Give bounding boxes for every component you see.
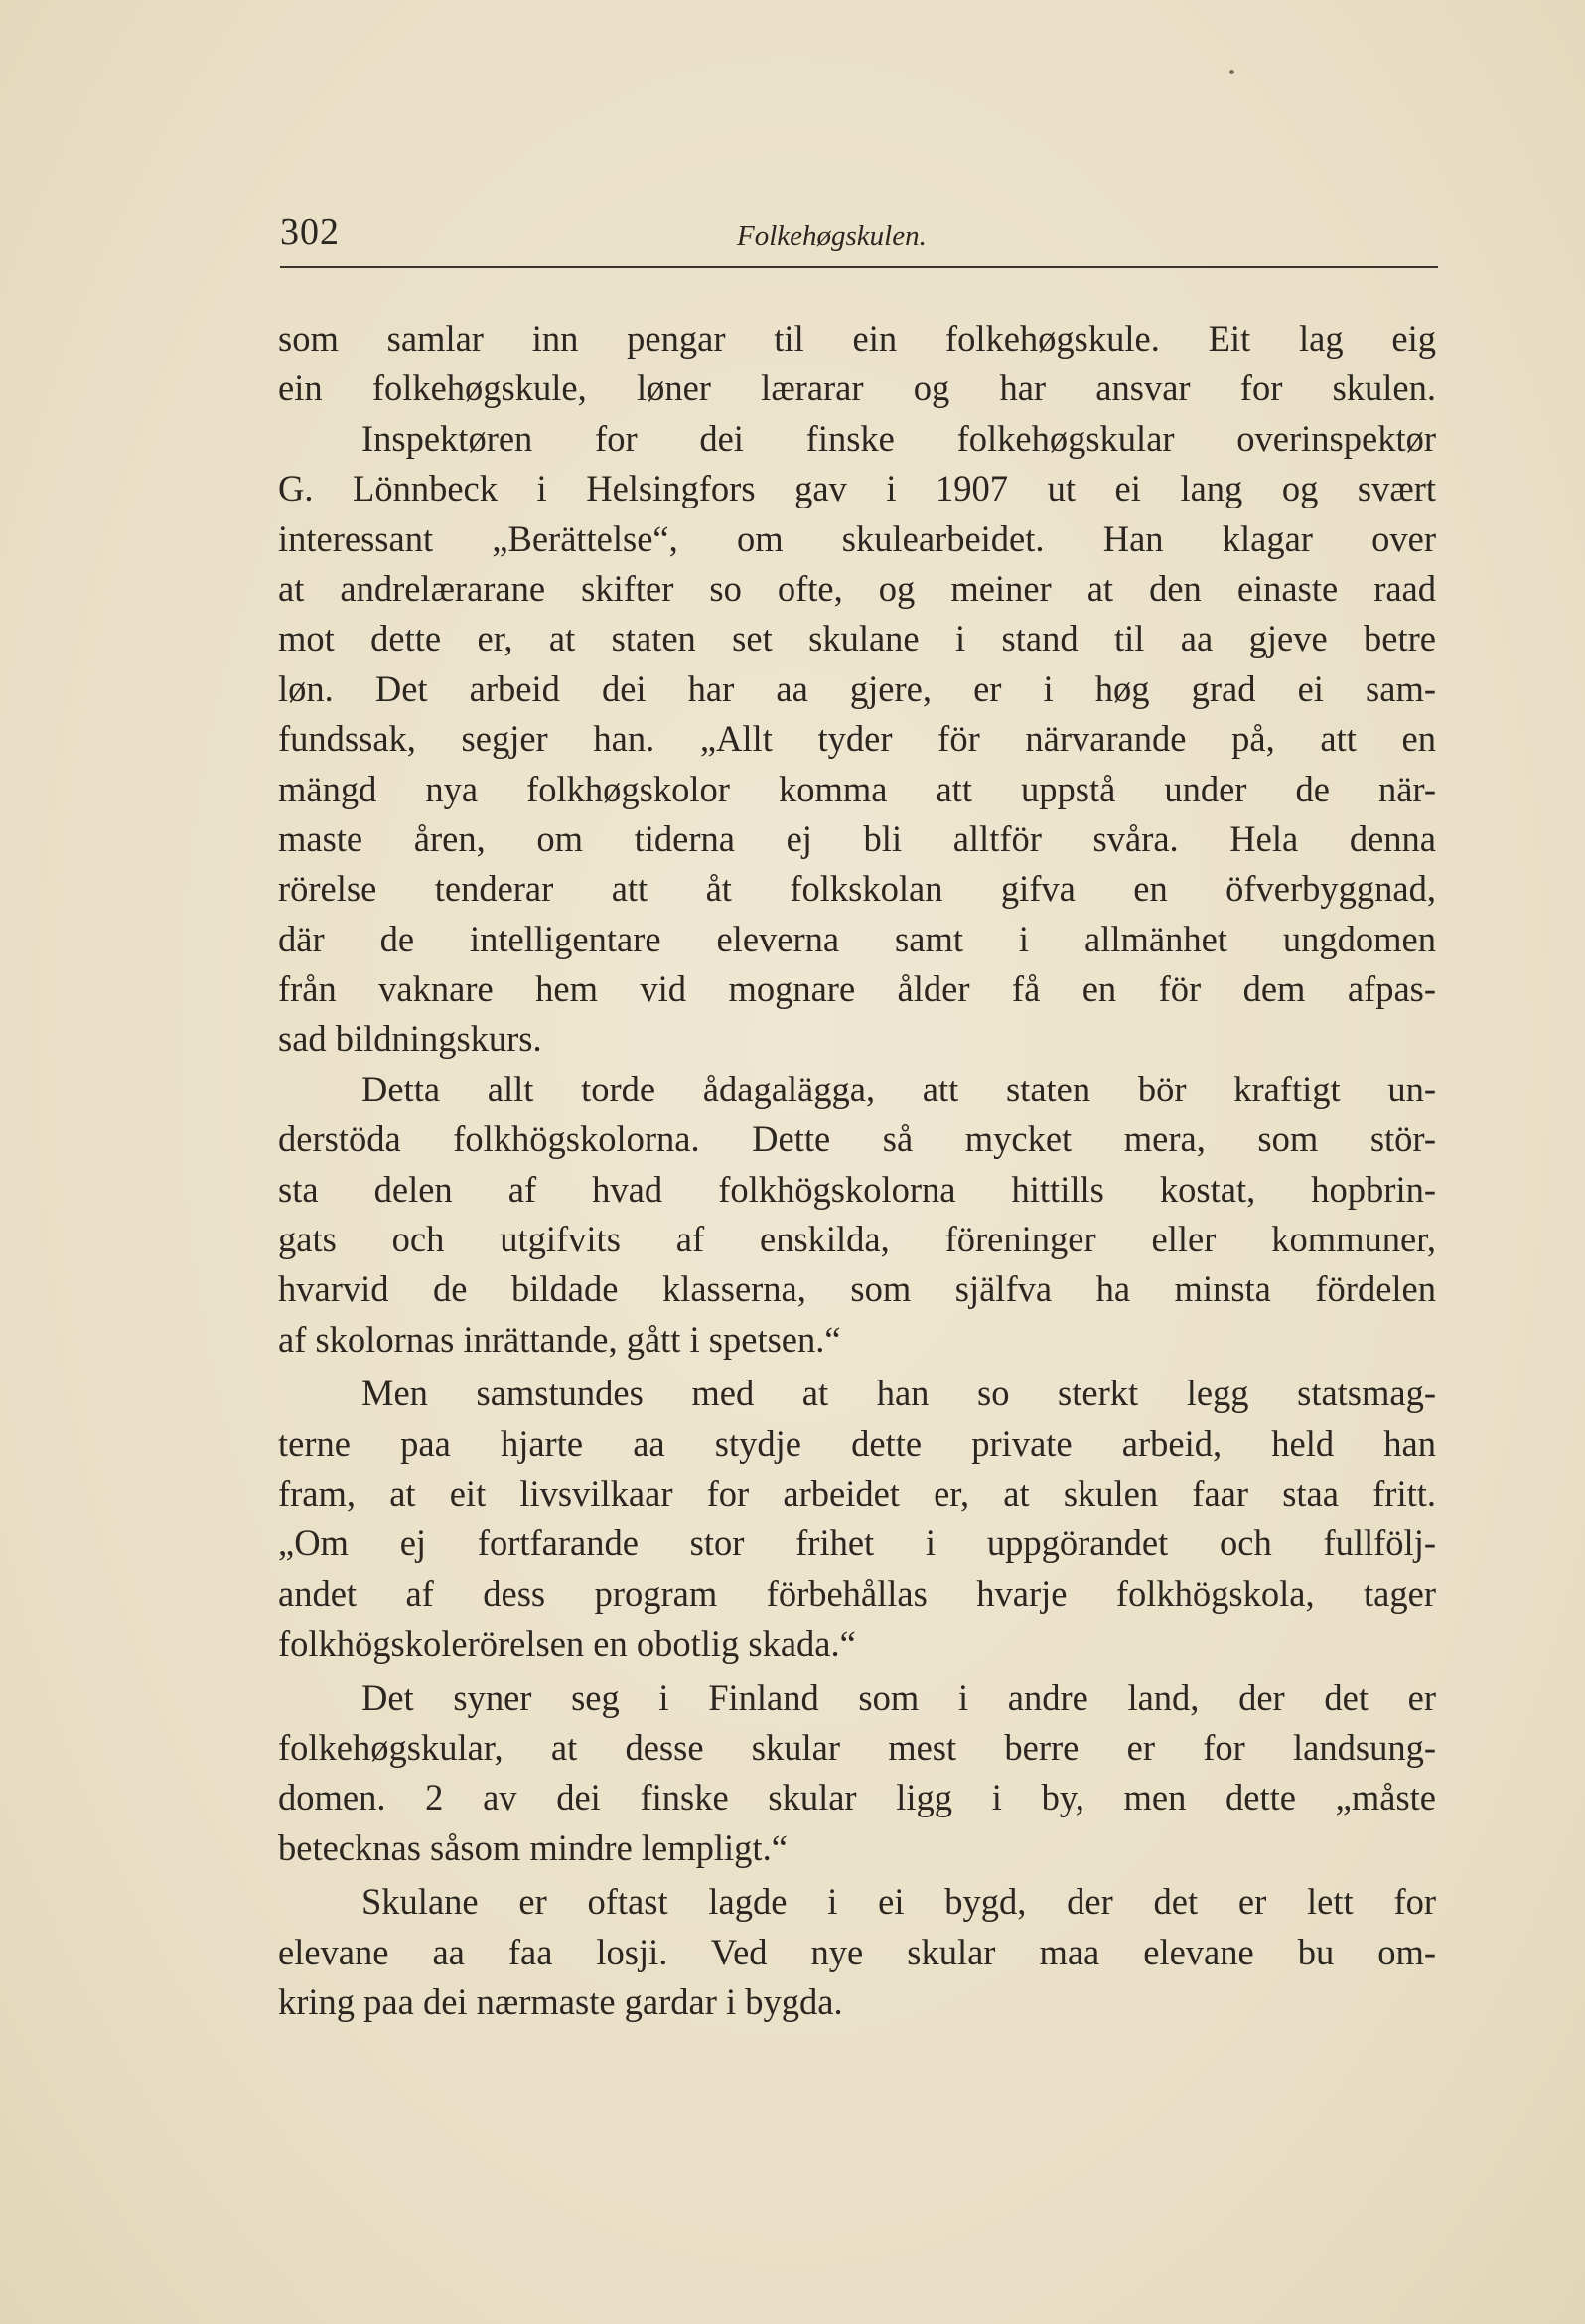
text-line: andet af dess program förbehållas hvarje folkhögskola, tager (278, 1572, 1436, 1614)
text-line: af skolornas inrättande, gått i spetsen.“ (278, 1318, 841, 1360)
body-text (278, 314, 1436, 2027)
text-line: Det syner seg i Finland som i andre land, der det er (361, 1676, 1436, 1718)
text-line: interessant „Berättelse“, om skulearbeidet. Han klagar over (278, 517, 1436, 559)
text-line: som samlar inn pengar til ein folkehøgskule. Eit lag eig (278, 318, 1436, 359)
header-rule (280, 266, 1438, 268)
text-line: där de intelligentare eleverna samt i allmänhet ungdomen (278, 918, 1436, 959)
paper-speck (1229, 70, 1234, 74)
text-line: terne paa hjarte aa stydje dette private arbeid, held han (278, 1422, 1436, 1464)
text-line: domen. 2 av dei finske skular ligg i by, men dette „måste (278, 1777, 1436, 1818)
text-line: folkehøgskular, at desse skular mest berre er for landsung- (278, 1726, 1436, 1768)
running-title: Folkehøgskulen. (737, 220, 927, 252)
text-line: mängd nya folkhøgskolor komma att uppstå under de när- (278, 768, 1436, 809)
text-line: elevane aa faa losji. Ved nye skular maa elevane bu om- (278, 1931, 1436, 1972)
text-line: hvarvid de bildade klasserna, som själfva ha minsta fördelen (278, 1268, 1436, 1310)
page-number: 302 (280, 212, 340, 253)
text-line: at andrelærarane skifter so ofte, og meiner at den einaste raad (278, 567, 1436, 609)
text-line: maste åren, om tiderna ej bli alltför svåra. Hela denna (278, 817, 1436, 859)
page-header (280, 211, 1438, 262)
text-line: ein folkehøgskule, løner lærarar og har ansvar for skulen. (278, 367, 1436, 409)
text-line: rörelse tenderar att åt folkskolan gifva en öfverbyggnad, (278, 868, 1436, 910)
text-line: folkhögskolerörelsen en obotlig skada.“ (278, 1623, 856, 1665)
text-line: sad bildningskurs. (278, 1018, 542, 1060)
text-line: derstöda folkhögskolorna. Dette så mycket mera, som stör- (278, 1118, 1436, 1160)
text-line: Skulane er oftast lagde i ei bygd, der det er lett for (361, 1881, 1436, 1923)
text-line: sta delen af hvad folkhögskolorna hittills kostat, hopbrin- (278, 1168, 1436, 1210)
text-line: fundssak, segjer han. „Allt tyder för närvarande på, att en (278, 718, 1436, 760)
text-line: gats och utgifvits af enskilda, föreninger eller kommuner, (278, 1219, 1436, 1260)
text-line: Inspektøren for dei finske folkehøgskular overinspektør (361, 417, 1436, 459)
text-line: mot dette er, at staten set skulane i stand til aa gjeve betre (278, 618, 1436, 659)
text-line: G. Lönnbeck i Helsingfors gav i 1907 ut ei lang og svært (278, 468, 1436, 509)
text-line: løn. Det arbeid dei har aa gjere, er i høg grad ei sam- (278, 667, 1436, 709)
text-line: „Om ej fortfarande stor frihet i uppgörandet och fullfölj- (278, 1523, 1436, 1564)
text-line: fram, at eit livsvilkaar for arbeidet er, at skulen faar staa fritt. (278, 1472, 1436, 1514)
text-line: kring paa dei nærmaste gardar i bygda. (278, 1980, 843, 2022)
text-line: Detta allt torde ådagalägga, att staten bör kraftigt un- (361, 1068, 1436, 1109)
text-line: Men samstundes med at han so sterkt legg statsmag- (361, 1373, 1436, 1414)
text-line: betecknas såsom mindre lempligt.“ (278, 1826, 788, 1868)
text-line: från vaknare hem vid mognare ålder få en för dem afpas- (278, 968, 1436, 1010)
